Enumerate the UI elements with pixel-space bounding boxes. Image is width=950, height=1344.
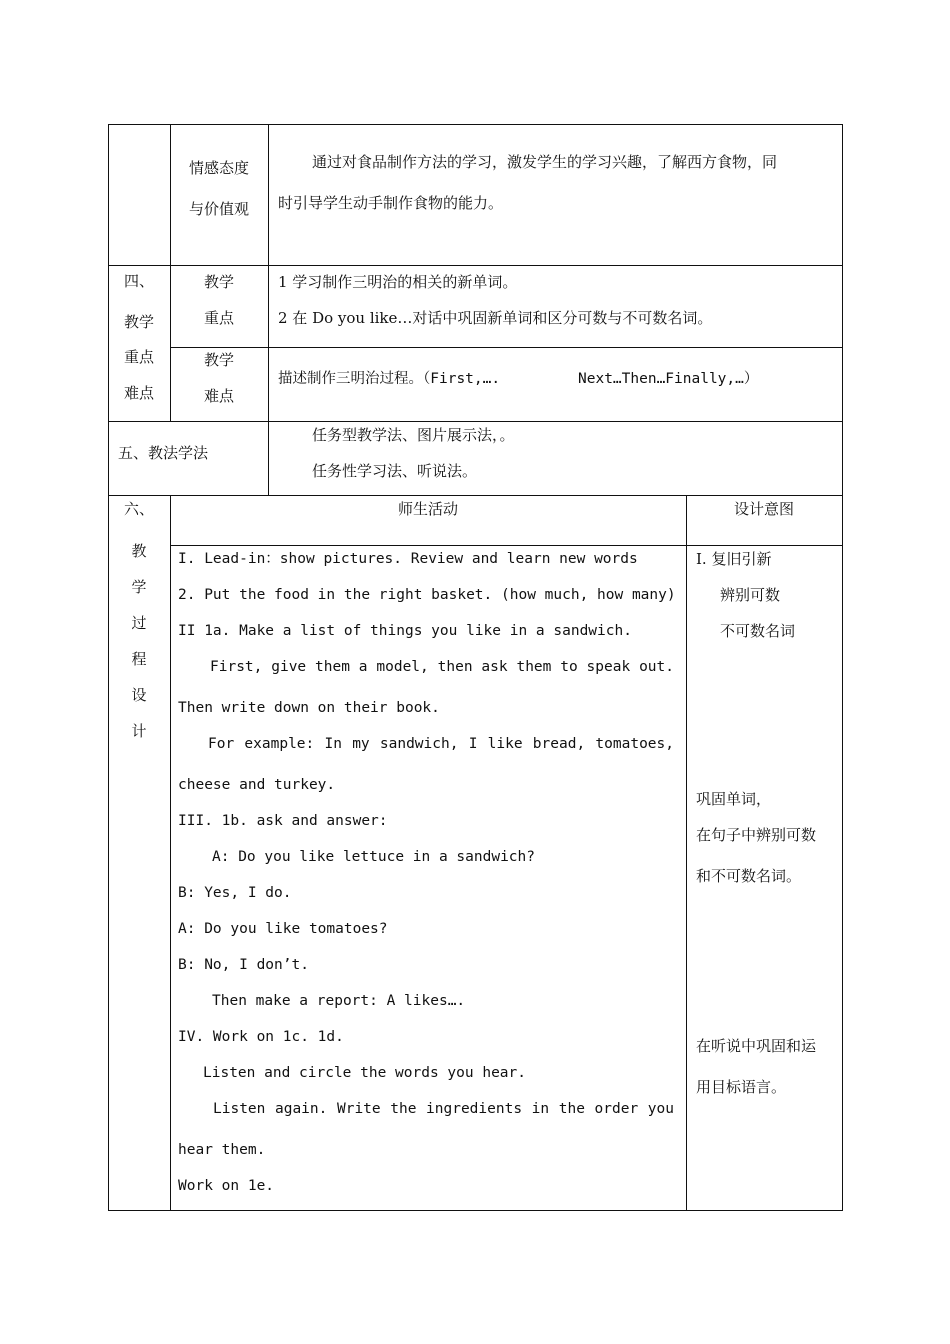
difficult-point-text: 描述制作三明治过程。（First,…. xyxy=(278,371,501,387)
activity-line: B: No, I don’t. xyxy=(178,957,309,973)
intent-line: 巩固单词， xyxy=(696,790,772,808)
section3-sub-label: 情感态度 xyxy=(188,159,249,177)
difficult-points-label: 难点 xyxy=(203,387,234,405)
activity-line: A: Do you like lettuce in a sandwich? xyxy=(212,849,536,865)
row-divider xyxy=(108,265,843,266)
intent-line: 用目标语言。 xyxy=(696,1078,787,1096)
section4-label: 重点 xyxy=(123,348,154,366)
activity-line: I. Lead-in：show pictures. Review and learn new words xyxy=(178,551,638,567)
key-point-item: 2 在 Do you like…对话中巩固新单词和区分可数与不可数名词。 xyxy=(278,309,713,327)
row-divider xyxy=(170,347,843,348)
table-border-bottom xyxy=(108,1210,843,1211)
difficult-points-label: 教学 xyxy=(203,351,234,369)
activity-line: III. 1b. ask and answer: xyxy=(178,813,388,829)
intent-line: I. 复旧引新 xyxy=(696,550,772,568)
section6-label: 计 xyxy=(131,722,147,740)
activity-line: 2. Put the food in the right basket. (how much, how many) xyxy=(178,587,676,603)
table-border-right xyxy=(842,124,843,1211)
activity-line: hear them. xyxy=(178,1142,266,1158)
column-divider xyxy=(268,124,269,496)
activity-line: Then make a report: A likes…. xyxy=(212,993,466,1009)
activity-line: cheese and turkey. xyxy=(178,777,336,793)
intent-line: 和不可数名词。 xyxy=(696,867,802,885)
activity-line: B: Yes, I do. xyxy=(178,885,292,901)
column-header-intent: 设计意图 xyxy=(733,500,794,518)
intent-line: 不可数名词 xyxy=(720,622,796,640)
section6-label: 六、 xyxy=(123,500,154,518)
key-points-label: 教学 xyxy=(203,273,234,291)
activity-line: IV. Work on 1c. 1d. xyxy=(178,1029,344,1045)
section6-label: 设 xyxy=(131,686,147,704)
activity-line: Listen again. Write the ingredients in the order you xyxy=(213,1101,674,1117)
table-border-top xyxy=(108,124,843,125)
row-divider xyxy=(108,495,843,496)
section6-label: 学 xyxy=(131,578,147,596)
section6-label: 过 xyxy=(131,614,147,632)
section6-label: 程 xyxy=(131,650,147,668)
key-points-label: 重点 xyxy=(203,309,234,327)
activity-line: For example: In my sandwich, I like bread, tomatoes, xyxy=(208,736,674,752)
activity-line: A: Do you like tomatoes? xyxy=(178,921,388,937)
activity-line: Then write down on their book. xyxy=(178,700,440,716)
row-divider xyxy=(170,545,843,546)
method-item: 任务型教学法、图片展示法，。 xyxy=(312,426,515,444)
intent-line: 在句子中辨别可数 xyxy=(696,826,817,844)
column-divider xyxy=(686,495,687,1211)
section3-sub-label: 与价值观 xyxy=(188,200,249,218)
activity-line: Work on 1e. xyxy=(178,1178,275,1194)
activity-line: II 1a. Make a list of things you like in a sandwich. xyxy=(178,623,632,639)
intent-line: 在听说中巩固和运 xyxy=(696,1037,817,1055)
section5-label: 五、教法学法 xyxy=(118,444,209,462)
method-item: 任务性学习法、听说法。 xyxy=(312,462,478,480)
column-header-activities: 师生活动 xyxy=(397,500,458,518)
activity-line: First, give them a model, then ask them to speak out. xyxy=(210,659,674,675)
section6-label: 教 xyxy=(131,542,147,560)
activity-line: Listen and circle the words you hear. xyxy=(203,1065,527,1081)
column-divider xyxy=(170,495,171,1211)
key-point-item: 1 学习制作三明治的相关的新单词。 xyxy=(278,273,518,291)
row-divider xyxy=(108,421,843,422)
section3-content: 时引导学生动手制作食物的能力。 xyxy=(278,194,504,212)
difficult-point-text: Next…Then…Finally,…） xyxy=(578,371,759,387)
section4-label: 难点 xyxy=(123,384,154,402)
intent-line: 辨别可数 xyxy=(720,586,781,604)
section4-label: 教学 xyxy=(123,313,154,331)
section3-content: 通过对食品制作方法的学习，激发学生的学习兴趣，了解西方食物，同 xyxy=(312,153,778,171)
section4-label: 四、 xyxy=(123,272,154,290)
